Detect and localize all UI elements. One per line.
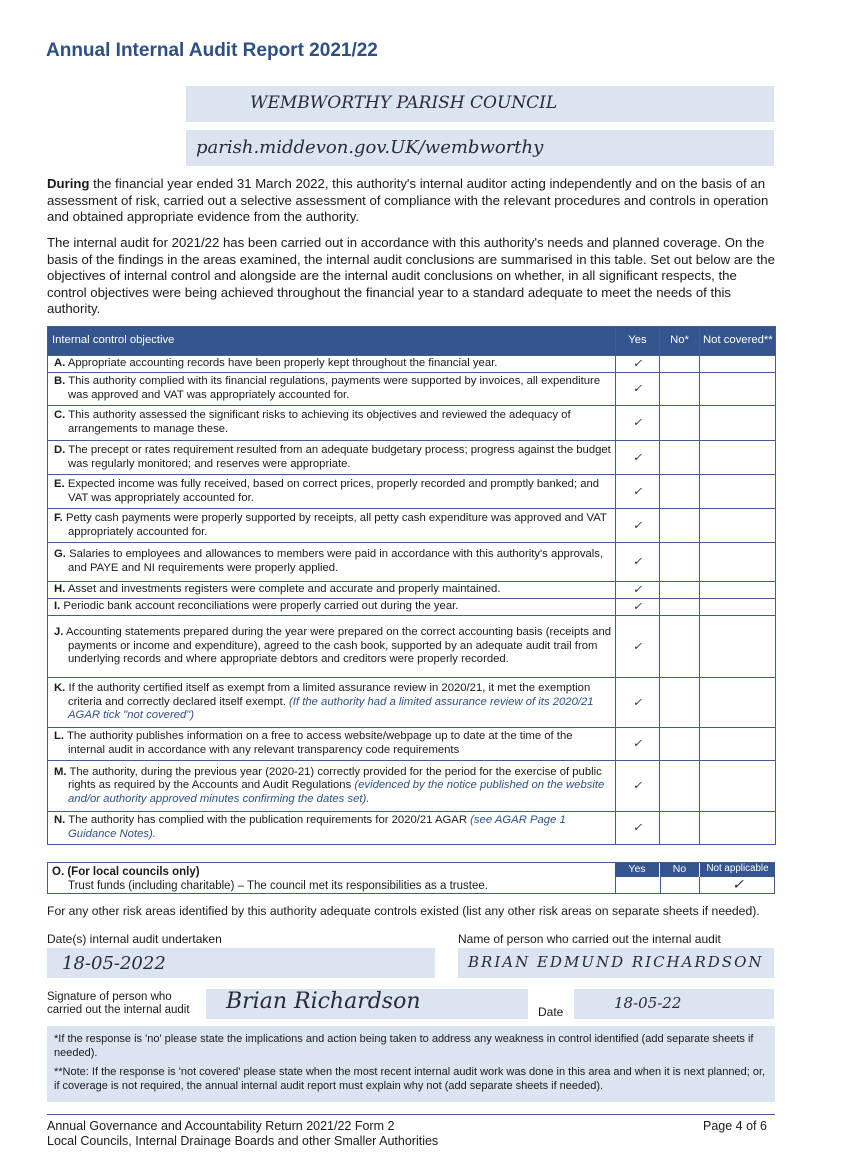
no-cell	[660, 543, 700, 582]
date-value: 18-05-22	[614, 994, 682, 1012]
row-note: (see AGAR Page 1 Guidance Notes).	[68, 814, 566, 840]
row-o-title: O. (For local councils only)	[52, 866, 200, 878]
row-letter: L.	[54, 730, 65, 743]
row-text: The authority, during the previous year (2020-21) correctly provided for the period for the exercise of public rights as required by the Accounts and Audit Regulations	[68, 765, 602, 792]
internal-control-table	[47, 326, 776, 845]
row-text: The authority has complied with the publication requirements for 2020/21 AGAR	[68, 814, 471, 827]
signature-value: Brian Richardson	[226, 989, 421, 1014]
row-text: The authority publishes information on a free to access website/webpage up to date at the time of the internal audit in accordance with any relevant transparency code requirements	[66, 730, 573, 756]
objective-header: Internal control objective	[48, 327, 616, 356]
no-cell	[660, 441, 700, 475]
yes-tick: ✓	[616, 543, 660, 582]
row-o-na-tick: ✓	[699, 877, 776, 893]
other-risks-statement: For any other risk areas identified by this authority adequate controls existed (list any other risk areas on separate sheets if needed).	[47, 904, 760, 918]
signature-label-line2: carried out the internal audit	[47, 1004, 190, 1016]
row-letter: G.	[54, 548, 66, 561]
yes-tick: ✓	[616, 475, 660, 509]
intro-paragraph-2: The internal audit for 2021/22 has been carried out in accordance with this authority's needs and planned coverage. On the basis of the findings in the areas examined, the internal audit conclusions are summarised in this table. Set out below are the objectives of internal control and alongside are the internal audit conclusions on whether, in all significant respects, the control objectives were being achieved throughout the financial year to a standard adequate to meet the needs of this authority.	[47, 235, 775, 316]
no-cell	[660, 599, 700, 616]
not-covered-cell	[700, 356, 776, 373]
yes-tick: ✓	[616, 441, 660, 475]
no-cell	[660, 812, 700, 845]
no-cell	[660, 616, 700, 678]
table-row	[48, 761, 776, 812]
row-text: Asset and investments registers were complete and accurate and properly maintained.	[67, 583, 501, 596]
not-covered-header: Not covered**	[700, 327, 776, 356]
objective-g	[48, 543, 616, 582]
row-o-header	[615, 863, 775, 877]
yes-tick: ✓	[616, 678, 660, 728]
yes-tick: ✓	[616, 761, 660, 812]
row-letter: F.	[54, 511, 63, 524]
row-letter: M.	[54, 765, 67, 778]
yes-tick: ✓	[616, 373, 660, 406]
row-o-no-header: No	[660, 863, 700, 877]
objective-f	[48, 509, 616, 543]
yes-tick: ✓	[616, 406, 660, 441]
row-text: The precept or rates requirement resulted from an adequate budgetary process; progress against the budget was regularly monitored; and reserves were appropriate.	[68, 443, 611, 470]
row-o-yes-cell	[615, 877, 661, 893]
objective-m	[48, 761, 616, 812]
footer-line-2: Local Councils, Internal Drainage Boards and other Smaller Authorities	[47, 1134, 439, 1148]
not-covered-cell	[700, 406, 776, 441]
table-row	[48, 543, 776, 582]
objective-n	[48, 812, 616, 845]
row-text: Petty cash payments were properly supported by receipts, all petty cash expenditure was approved and VAT appropriately accounted for.	[65, 511, 607, 538]
row-o-box	[47, 862, 775, 894]
row-o-na-header: Not applicable	[706, 863, 769, 874]
yes-tick: ✓	[616, 616, 660, 678]
footnotes-panel	[47, 1026, 775, 1102]
row-text: Salaries to employees and allowances to members were paid in accordance with this authority's approvals, and PAYE and NI requirements were properly applied.	[68, 548, 604, 574]
row-text: Appropriate accounting records have been properly kept throughout the financial year.	[67, 357, 498, 370]
yes-tick: ✓	[616, 582, 660, 599]
footnote-not-covered: **Note: If the response is 'not covered' please state when the most recent internal audit work was done in this area and when it is next planned; or, if coverage is not required, the annual internal audit report must explain why not (add separate sheets if needed).	[54, 1066, 766, 1092]
footer-line-1: Annual Governance and Accountability Return 2021/22 Form 2	[47, 1119, 395, 1133]
row-note: (If the authority had a limited assurance review of its 2020/21 AGAR tick "not covered")	[68, 695, 594, 722]
row-text: If the authority certified itself as exempt from a limited assurance review in 2020/21, it met the exemption criteria and correctly declared itself exempt.	[68, 682, 591, 708]
date-label: Date	[538, 1005, 564, 1019]
footer-left	[47, 1119, 438, 1149]
table-row	[48, 441, 776, 475]
row-letter: D.	[54, 443, 66, 456]
footer-divider	[47, 1114, 775, 1115]
not-covered-cell	[700, 582, 776, 599]
row-letter: H.	[54, 583, 66, 596]
page-title: Annual Internal Audit Report 2021/22	[46, 40, 378, 61]
objective-c	[48, 406, 616, 441]
no-cell	[660, 356, 700, 373]
row-note: (evidenced by the notice published on the website and/or authority approved minutes confirming the dates set).	[68, 779, 605, 805]
objective-b	[48, 373, 616, 406]
table-row	[48, 373, 776, 406]
table-row	[48, 509, 776, 543]
no-cell	[660, 678, 700, 728]
not-covered-cell	[700, 728, 776, 761]
intro-paragraph-1	[47, 176, 777, 226]
no-cell	[660, 373, 700, 406]
row-letter: A.	[54, 357, 66, 370]
not-covered-cell	[700, 543, 776, 582]
intro-bold: During	[47, 176, 90, 191]
not-covered-cell	[700, 812, 776, 845]
objective-l	[48, 728, 616, 761]
auditor-name-value: BRIAN EDMUND RICHARDSON	[468, 953, 764, 971]
row-o-yes-header: Yes	[615, 863, 660, 877]
row-letter: J.	[54, 626, 64, 639]
signature-label	[47, 991, 190, 1017]
yes-tick: ✓	[616, 728, 660, 761]
objective-k	[48, 678, 616, 728]
audit-dates-label: Date(s) internal audit undertaken	[47, 932, 222, 946]
table-row	[48, 728, 776, 761]
table-row	[48, 356, 776, 373]
no-cell	[660, 509, 700, 543]
row-letter: B.	[54, 375, 66, 388]
intro-text-1: the financial year ended 31 March 2022, this authority's internal auditor acting independently and on the basis of an assessment of risk, carried out a selective assessment of compliance with the relevant procedures and controls in operation and obtained appropriate evidence from the authority.	[47, 176, 769, 224]
not-covered-cell	[700, 373, 776, 406]
not-covered-cell	[700, 678, 776, 728]
not-covered-cell	[700, 475, 776, 509]
objective-d	[48, 441, 616, 475]
no-header: No*	[660, 327, 700, 356]
objective-h	[48, 582, 616, 599]
auditor-name-label: Name of person who carried out the internal audit	[458, 932, 721, 946]
yes-tick: ✓	[616, 509, 660, 543]
table-row	[48, 812, 776, 845]
objective-a	[48, 356, 616, 373]
objective-j	[48, 616, 616, 678]
objective-i	[48, 599, 616, 616]
row-text: This authority assessed the significant risks to achieving its objectives and reviewed the adequacy of arrangements to manage these.	[68, 409, 571, 435]
row-text: Expected income was fully received, based on correct prices, properly recorded and promptly banked; and VAT was appropriately accounted for.	[67, 477, 600, 504]
no-cell	[660, 406, 700, 441]
authority-name: WEMBWORTHY PARISH COUNCIL	[250, 93, 558, 113]
not-covered-cell	[700, 599, 776, 616]
not-covered-cell	[700, 441, 776, 475]
row-letter: C.	[54, 409, 66, 422]
audit-dates-value: 18-05-2022	[62, 953, 166, 974]
table-row	[48, 616, 776, 678]
yes-tick: ✓	[616, 599, 660, 616]
row-o-text: Trust funds (including charitable) – The council met its responsibilities as a trustee.	[68, 880, 488, 892]
table-header-row	[48, 327, 776, 356]
table-row	[48, 599, 776, 616]
table-row	[48, 582, 776, 599]
yes-header: Yes	[616, 327, 660, 356]
not-covered-cell	[700, 761, 776, 812]
no-cell	[660, 728, 700, 761]
not-covered-cell	[700, 509, 776, 543]
row-letter: K.	[54, 682, 66, 695]
footnote-no: *If the response is 'no' please state the implications and action being taken to address any weakness in control identified (add separate sheets if needed).	[54, 1033, 754, 1059]
table-row	[48, 475, 776, 509]
no-cell	[660, 582, 700, 599]
objective-e	[48, 475, 616, 509]
row-text: Accounting statements prepared during the year were prepared on the correct accounting basis (receipts and payments or income and expenditure), agreed to the cash book, supported by an adequate audit trail from underlying records and where appropriate debtors and creditors were properly recorded.	[65, 626, 612, 666]
page-number: Page 4 of 6	[703, 1119, 767, 1133]
row-letter: N.	[54, 814, 66, 827]
no-cell	[660, 761, 700, 812]
table-row	[48, 406, 776, 441]
signature-label-line1: Signature of person who	[47, 991, 172, 1003]
row-letter: I.	[54, 600, 61, 613]
no-cell	[660, 475, 700, 509]
row-text: Periodic bank account reconciliations were properly carried out during the year.	[63, 600, 459, 613]
yes-tick: ✓	[616, 812, 660, 845]
yes-tick: ✓	[616, 356, 660, 373]
row-letter: E.	[54, 477, 65, 490]
not-covered-cell	[700, 616, 776, 678]
row-text: This authority complied with its financial regulations, payments were supported by invoices, all expenditure was approved and VAT was appropriately accounted for.	[68, 375, 601, 401]
table-row	[48, 678, 776, 728]
authority-website: parish.middevon.gov.UK/wembworthy	[196, 137, 544, 158]
